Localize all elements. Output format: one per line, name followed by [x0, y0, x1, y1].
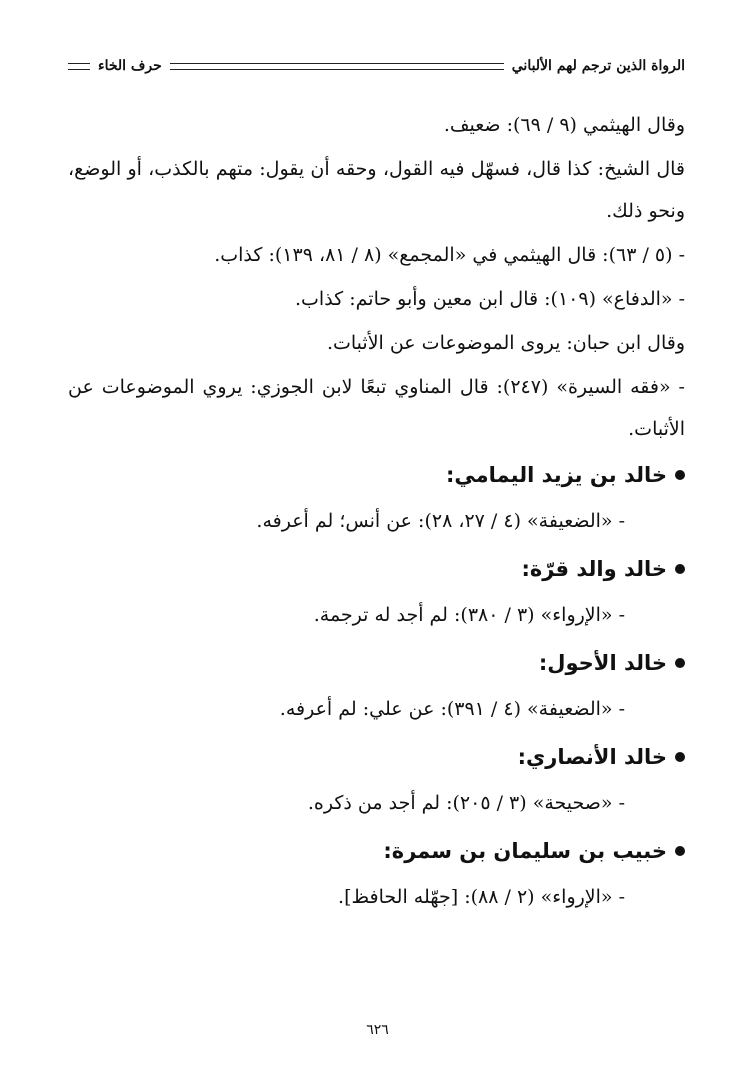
- running-title: الرواة الذين ترجم لهم الألباني: [511, 58, 685, 74]
- entry-name: خالد الأنصاري:: [517, 745, 667, 769]
- bullet-icon: [675, 470, 685, 480]
- entry-name: خالد الأحول:: [538, 651, 667, 675]
- entry-heading: [68, 734, 685, 780]
- bullet-icon: [675, 846, 685, 856]
- bullet-icon: [675, 658, 685, 668]
- entry-name: خالد والد قرّة:: [521, 557, 667, 581]
- paragraph-3: - (٥ / ٦٣): قال الهيثمي في «المجمع» (٨ / ٨١، ١٣٩): كذاب.: [214, 244, 685, 266]
- header-rule-short: [68, 63, 90, 70]
- entry-heading: [68, 452, 685, 498]
- section-title: حرف الخاء: [98, 58, 162, 74]
- entry-heading: [68, 640, 685, 686]
- entry-reference: - «الضعيفة» (٤ / ٣٩١): عن علي: لم أعرفه.: [279, 698, 625, 720]
- paragraph-5: وقال ابن حبان: يروى الموضوعات عن الأثبات.: [326, 332, 685, 354]
- entry-name: خبيب بن سليمان بن سمرة:: [383, 839, 667, 863]
- header-rule: [170, 63, 504, 70]
- paragraph-2: قال الشيخ: كذا قال، فسهّل فيه القول، وحقه أن يقول: متهم بالكذب، أو الوضع، ونحو ذلك.: [68, 158, 685, 222]
- entry-reference: - «صحيحة» (٣ / ٢٠٥): لم أجد من ذكره.: [307, 792, 625, 814]
- page-number: ٦٢٦: [366, 1022, 389, 1038]
- entry-reference: - «الضعيفة» (٤ / ٢٧، ٢٨): عن أنس؛ لم أعرفه.: [256, 510, 625, 532]
- entry-name: خالد بن يزيد اليمامي:: [446, 463, 667, 487]
- running-header: [68, 52, 685, 80]
- bullet-icon: [675, 564, 685, 574]
- entry-heading: [68, 828, 685, 874]
- bullet-icon: [675, 752, 685, 762]
- page-content: [68, 104, 685, 920]
- paragraph-1: وقال الهيثمي (٩ / ٦٩): ضعيف.: [443, 114, 685, 136]
- entry-reference: - «الإرواء» (٣ / ٣٨٠): لم أجد له ترجمة.: [313, 604, 625, 626]
- entry-reference: - «الإرواء» (٢ / ٨٨): [جهّله الحافظ].: [338, 886, 625, 908]
- paragraph-6: - «فقه السيرة» (٢٤٧): قال المناوي تبعًا لابن الجوزي: يروي الموضوعات عن الأثبات.: [68, 376, 685, 440]
- paragraph-4: - «الدفاع» (١٠٩): قال ابن معين وأبو حاتم: كذاب.: [295, 288, 685, 310]
- entry-heading: [68, 546, 685, 592]
